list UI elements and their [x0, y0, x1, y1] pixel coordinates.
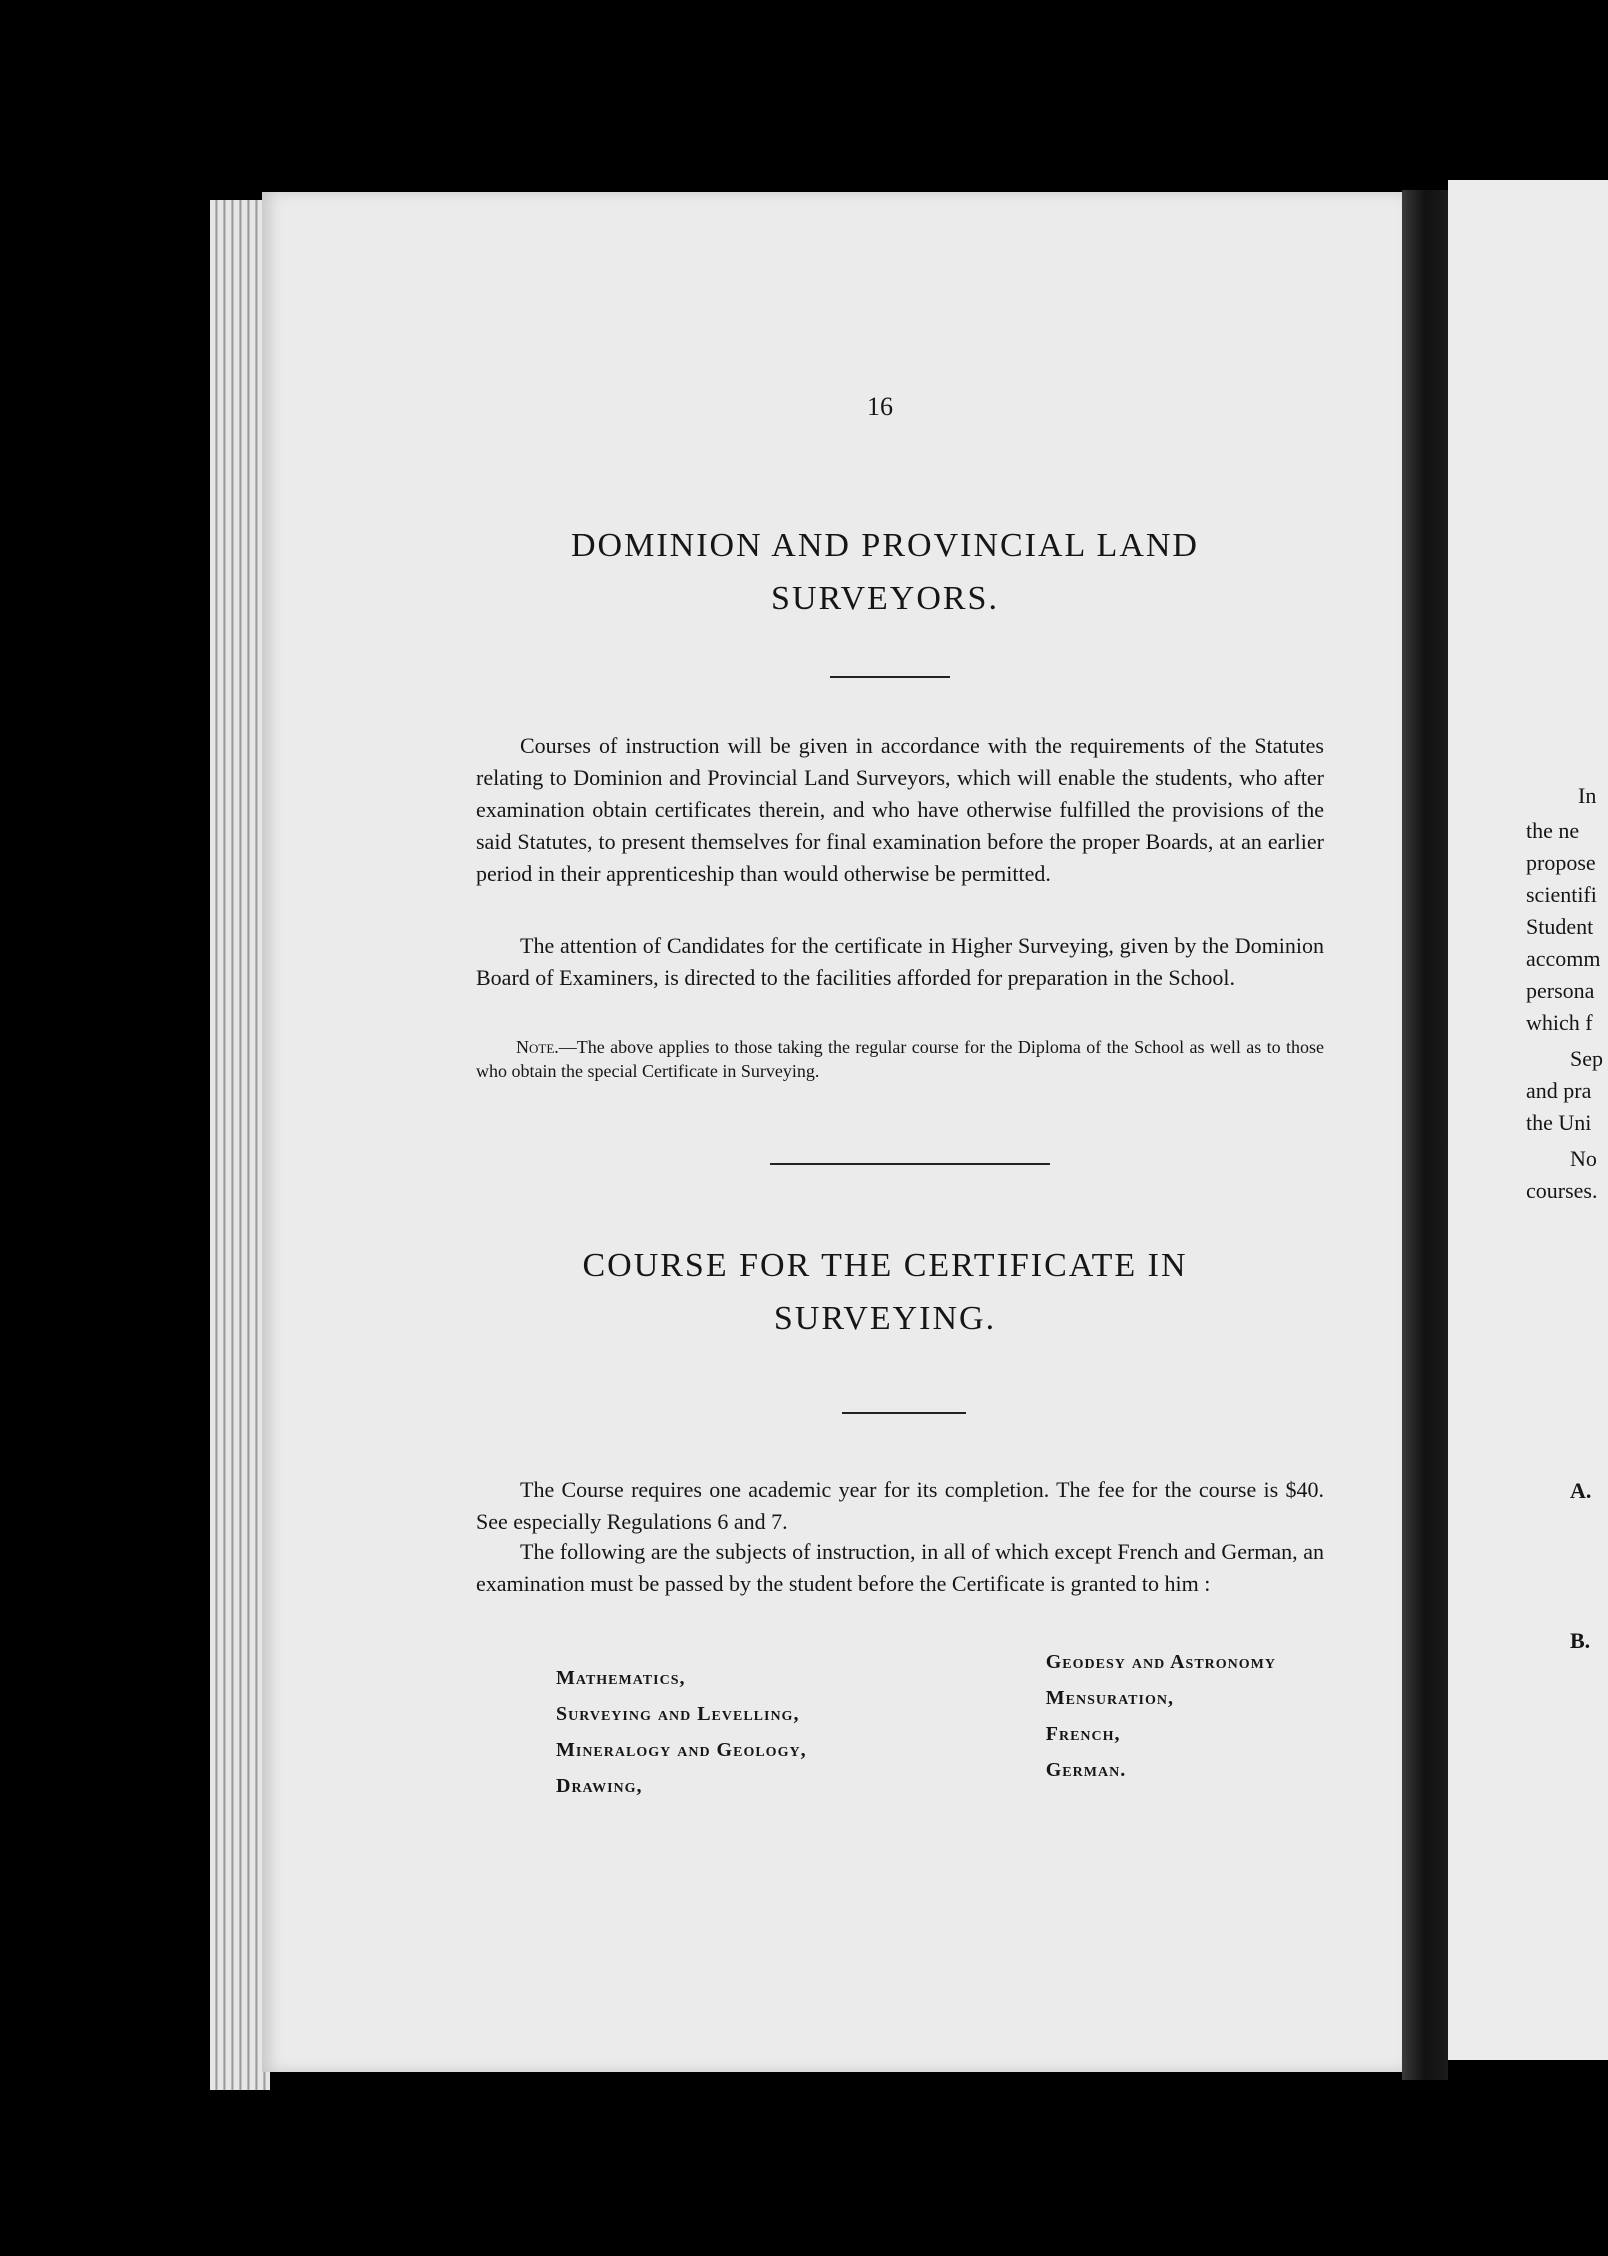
- facing-fragment: the ne: [1526, 818, 1580, 843]
- facing-fragment: and pra: [1526, 1078, 1592, 1103]
- facing-fragment: A.: [1570, 1478, 1592, 1503]
- facing-fragment: scientifi: [1526, 882, 1597, 907]
- section-title-land-surveyors: [470, 520, 1300, 625]
- page-number: 16: [867, 392, 893, 421]
- facing-fragment: persona: [1526, 978, 1595, 1003]
- facing-fragment: No: [1570, 1146, 1597, 1171]
- title-rule: [830, 676, 950, 678]
- note: [476, 1035, 1324, 1083]
- facing-fragment: propose: [1526, 850, 1596, 875]
- facing-fragment: which f: [1526, 1010, 1593, 1035]
- paragraph: [476, 730, 1324, 890]
- facing-page: [1448, 180, 1608, 2060]
- subject-item: Mathematics,: [556, 1667, 686, 1689]
- title-line: DOMINION AND PROVINCIAL LAND: [571, 527, 1199, 564]
- title-line: SURVEYING.: [773, 1299, 997, 1337]
- subjects-column-right: [1046, 1644, 1276, 1804]
- book-gutter: [1402, 190, 1448, 2080]
- paragraph-text: The Course requires one academic year for its completion. The fee for the course is $40. See especially Regulations 6 and 7.: [476, 1477, 1324, 1534]
- subject-item: Surveying and Levelling,: [556, 1703, 800, 1725]
- note-text: —The above applies to those taking the regular course for the Diploma of the School as well as to those who obtain the special Certificate in Surveying.: [476, 1037, 1324, 1081]
- title-line: SURVEYORS.: [771, 579, 999, 617]
- subjects-column-left: [556, 1660, 807, 1804]
- paragraph: [476, 930, 1324, 994]
- paragraph-text: Courses of instruction will be given in accordance with the requirements of the Statutes relating to Dominion and Provincial Land Surveyors, which will enable the students, who after examination obtain certificates therein, and who have otherwise fulfilled the provisions of the said Statutes, to present themselves for final examination before the proper Boards, at an earlier period in their apprenticeship than would otherwise be permitted.: [476, 733, 1324, 886]
- facing-fragment: accomm: [1526, 946, 1601, 971]
- facing-fragment: In: [1578, 783, 1597, 808]
- section-divider: [770, 1163, 1050, 1165]
- facing-fragment: courses.: [1526, 1178, 1598, 1203]
- subject-item: German.: [1045, 1759, 1127, 1781]
- facing-fragment: B.: [1570, 1628, 1591, 1653]
- facing-fragment: Sep: [1570, 1046, 1603, 1071]
- paragraph-text: The attention of Candidates for the certificate in Higher Surveying, given by the Dominion Board of Examiners, is directed to the facilities afforded for preparation in the School.: [476, 933, 1324, 990]
- subjects-list: [556, 1651, 1276, 1804]
- facing-fragment: the Uni: [1526, 1110, 1592, 1135]
- paragraph-text: The following are the subjects of instruction, in all of which except French and German, an examination must be passed by the student before the Certificate is granted to him :: [476, 1539, 1324, 1596]
- title-rule: [842, 1412, 966, 1414]
- paragraph: [476, 1536, 1324, 1600]
- subject-item: French,: [1045, 1723, 1121, 1745]
- note-label: Note.: [516, 1037, 559, 1057]
- subject-item: Geodesy and Astronomy: [1045, 1651, 1276, 1673]
- subject-item: Mineralogy and Geology,: [556, 1739, 807, 1761]
- subject-item: Mensuration,: [1045, 1687, 1174, 1709]
- facing-fragment: Student: [1526, 914, 1594, 939]
- title-line: COURSE FOR THE CERTIFICATE IN: [582, 1247, 1188, 1284]
- paragraph: [476, 1474, 1324, 1538]
- section-title-certificate: [470, 1240, 1300, 1345]
- page-edges: [210, 200, 270, 2090]
- subject-item: Drawing,: [556, 1775, 643, 1797]
